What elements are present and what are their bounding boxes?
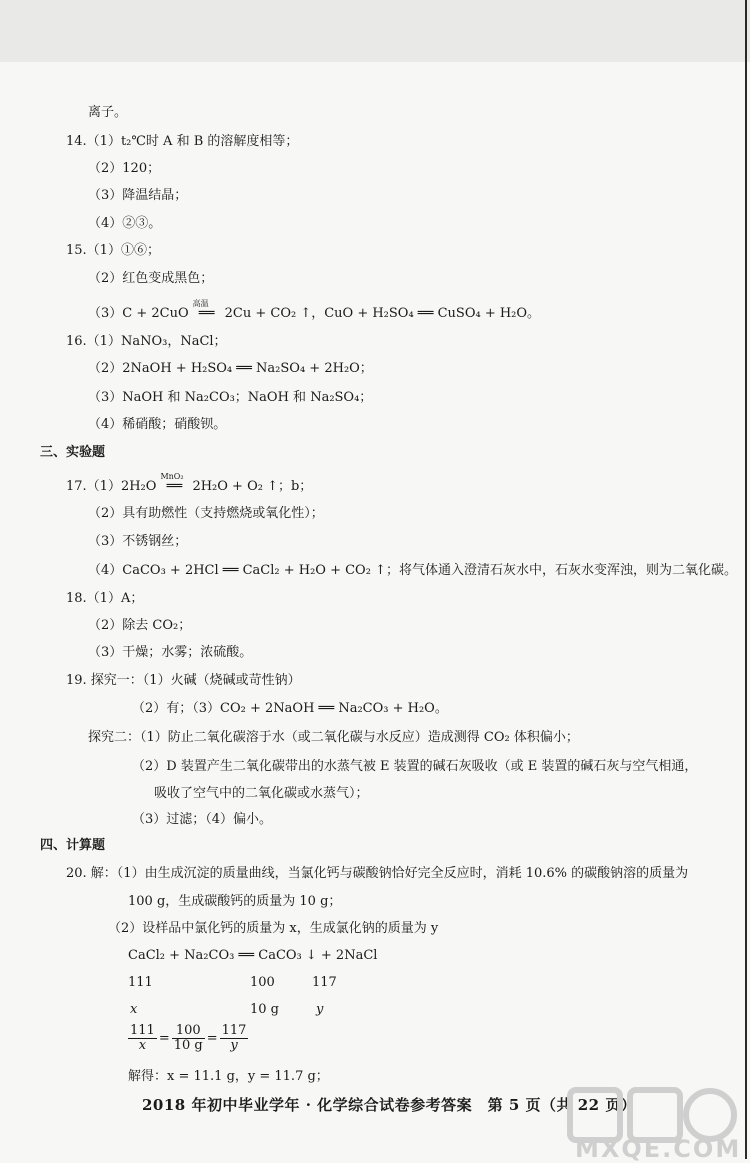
condition-label: 高温	[192, 299, 209, 308]
q16-3: （3）NaOH 和 Na₂CO₃；NaOH 和 Na₂SO₄；	[88, 390, 373, 405]
reaction-arrow: 高温 ══	[189, 305, 225, 323]
q17-1	[66, 472, 313, 496]
q16-2: （2）2NaOH + H₂SO₄ ══ Na₂SO₄ + 2H₂O；	[88, 361, 373, 376]
text-line: 离子。	[88, 105, 128, 120]
q17-4: （4）CaCO₃ + 2HCl ══ CaCl₂ + H₂O + CO₂ ↑；将气体通入澄清石灰水中，石灰水变浑浊，则为二氧化碳。	[88, 563, 737, 578]
value-10g: 10 g	[250, 1002, 279, 1017]
q18-3: （3）干燥；水雾；浓硫酸。	[88, 645, 253, 660]
section-heading-4: 四、计算题	[40, 838, 106, 853]
q19-explore1-2: （2）有；（3）CO₂ + 2NaOH ══ Na₂CO₃ + H₂O。	[132, 701, 448, 716]
q18-2: （2）除去 CO₂；	[88, 618, 192, 633]
solution-result: 解得：x = 11.1 g，y = 11.7 g；	[128, 1069, 329, 1084]
fraction-2-num: 100	[172, 1024, 205, 1039]
q19-explore2-2: （2）D 装置产生二氧化碳带出的水蒸气被 E 装置的碱石灰吸收（或 E 装置的碱石灰与空气相通，	[132, 759, 698, 774]
proportion: $\frac{111}{x}$ = $\frac{100}{10 g}$ = $\frac{117}{y}$	[130, 1023, 247, 1053]
page-edge-line	[745, 0, 747, 1159]
q15-1: 15.（1）①⑥；	[66, 243, 160, 258]
q19-explore1: 19. 探究一：（1）火碱（烧碱或苛性钠）	[66, 673, 301, 688]
q14-1: 14.（1）t₂℃时 A 和 B 的溶解度相等；	[66, 134, 299, 149]
fraction-3	[220, 1024, 249, 1053]
fraction-2	[172, 1024, 205, 1053]
watermark-text: MXQE.COM	[575, 1135, 742, 1163]
scan-shading	[0, 0, 750, 62]
catalyst-label: MnO₂	[160, 472, 184, 481]
q20-1: 20. 解：（1）由生成沉淀的质量曲线，当氯化钙与碳酸钠恰好完全反应时，消耗 10.6% 的碳酸钠溶的质量为	[66, 866, 689, 881]
q20-2: （2）设样品中氯化钙的质量为 x，生成氯化钠的质量为 y	[108, 921, 439, 936]
q14-2: （2）120；	[88, 161, 161, 176]
q15-2: （2）红色变成黑色；	[88, 271, 214, 286]
fraction-1-num: 111	[130, 1023, 155, 1038]
q18-1: 18.（1）A；	[66, 591, 144, 606]
fraction-2-den: 10 g	[173, 1038, 203, 1053]
equation: CaCl₂ + Na₂CO₃ ══ CaCO₃ ↓ + 2NaCl	[128, 948, 378, 963]
q19-explore2: 探究二：（1）防止二氧化碳溶于水（或二氧化碳与水反应）造成测得 CO₂ 体积偏小；	[88, 730, 579, 745]
q16-4: （4）稀硝酸；硝酸钡。	[88, 417, 227, 432]
q20-1-cont: 100 g，生成碳酸钙的质量为 10 g；	[128, 894, 342, 909]
var-y: y	[316, 1002, 324, 1017]
q17-1-part1: 17.（1）2H₂O	[66, 479, 157, 494]
q17-2: （2）具有助燃性（支持燃烧或氧化性）；	[88, 506, 324, 521]
q19-explore2-3: （3）过滤；（4）偏小。	[132, 812, 273, 827]
molar-mass-100: 100	[250, 975, 275, 990]
q14-4: （4）②③。	[88, 216, 162, 231]
q15-3-part1: （3）C + 2CuO	[88, 306, 189, 321]
q19-explore2-2-cont: 吸收了空气中的二氧化碳或水蒸气）；	[154, 786, 369, 801]
q16-1: 16.（1）NaNO₃，NaCl；	[66, 334, 227, 349]
section-heading-3: 三、实验题	[40, 445, 106, 460]
molar-mass-111: 111	[128, 975, 153, 990]
reaction-arrow: MnO₂ ══	[156, 478, 192, 496]
molar-mass-117: 117	[312, 975, 337, 990]
q14-3: （3）降温结晶；	[88, 188, 188, 203]
q15-3-part2: 2Cu + CO₂ ↑，CuO + H₂SO₄ ══ CuSO₄ + H₂O。	[224, 306, 541, 321]
fraction-1	[128, 1024, 157, 1053]
fraction-3-num: 117	[221, 1023, 247, 1038]
q15-3	[88, 299, 541, 323]
q17-3: （3）不锈钢丝；	[88, 534, 188, 549]
fraction-3-den: y	[230, 1038, 238, 1053]
page-footer: 2018 年初中毕业学年 · 化学综合试卷参考答案 第 5 页（共 22 页）	[142, 1096, 637, 1114]
var-x: x	[130, 1002, 138, 1017]
q17-1-part2: 2H₂O + O₂ ↑；b；	[192, 479, 313, 494]
fraction-1-den: x	[138, 1038, 147, 1053]
